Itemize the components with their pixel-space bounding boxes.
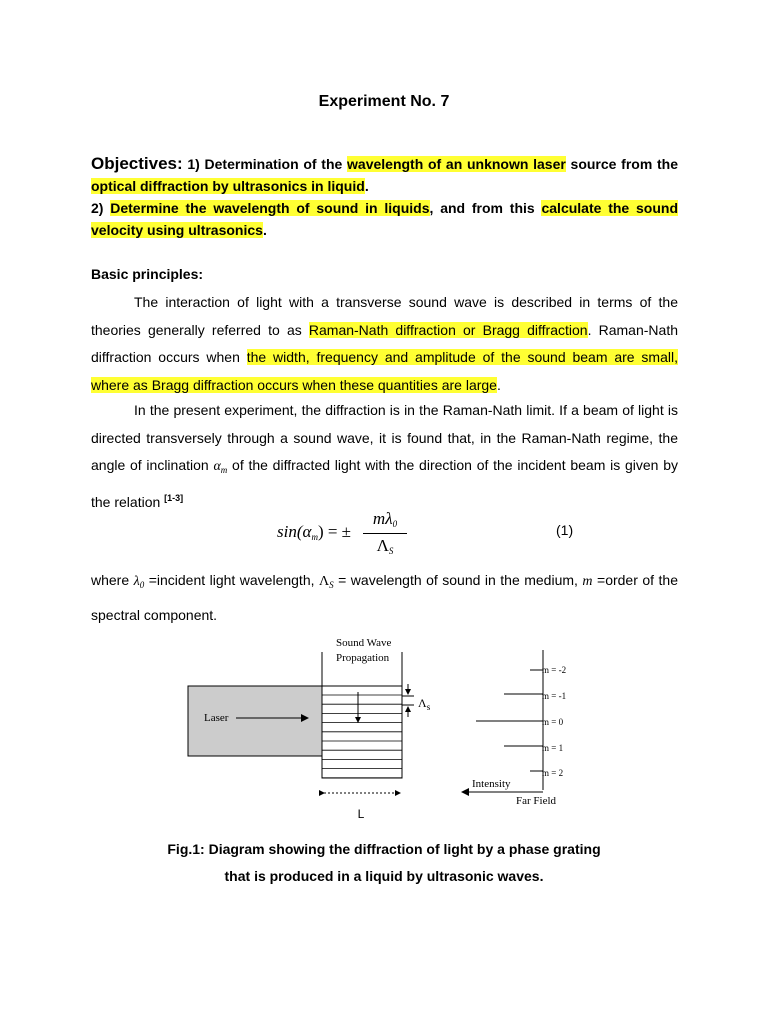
far-field-label: Far Field bbox=[516, 795, 557, 807]
sound-wave-label-1: Sound Wave bbox=[336, 637, 392, 649]
laser-label: Laser bbox=[204, 712, 229, 724]
basic-principles-heading: Basic principles: bbox=[91, 266, 204, 282]
objectives-section bbox=[91, 153, 678, 241]
order-label-m2: m = 2 bbox=[542, 768, 564, 778]
objective-1-text-2: source from the bbox=[565, 156, 678, 172]
alpha-symbol: α bbox=[213, 459, 221, 474]
where-text-1: where bbox=[91, 572, 134, 588]
objective-2-highlight-2: calculate the sound velocity using ultrasonics bbox=[91, 200, 678, 238]
order-label-m-1: m = -1 bbox=[542, 691, 567, 701]
objective-1-highlight-2: optical diffraction by ultrasonics in liquid bbox=[91, 178, 365, 194]
where-text-2: =incident light wavelength, bbox=[144, 572, 319, 588]
big-lambda-symbol: Λ bbox=[318, 574, 330, 589]
intensity-label: Intensity bbox=[472, 778, 511, 790]
objective-2-end: . bbox=[262, 222, 267, 238]
equation-1 bbox=[277, 509, 417, 561]
reference-marker: [1-3] bbox=[164, 492, 184, 503]
where-text-3: = wavelength of sound in the medium, bbox=[333, 572, 583, 588]
sound-wave-label-2: Propagation bbox=[336, 652, 390, 664]
equation-number: (1) bbox=[556, 522, 574, 538]
paragraph-1-highlight-2: the width, frequency and amplitude of the sound beam are small, where as Bragg diffraction occurs when these quantities are large bbox=[91, 349, 678, 393]
order-label-m0: m = 0 bbox=[542, 717, 564, 727]
objective-1-text: 1) Determination of the bbox=[187, 156, 348, 172]
paragraph-2-text-2: of the diffracted light with the direction of the incident beam is given by the relation bbox=[91, 457, 678, 510]
paragraph-3 bbox=[91, 565, 678, 630]
equation-denominator: Λ bbox=[376, 536, 389, 555]
equation-lhs: sin(α bbox=[277, 522, 312, 541]
big-lambda-subscript: S bbox=[329, 580, 334, 590]
objective-2-text-2: , and from this bbox=[429, 200, 542, 216]
objective-2-highlight-1: Determine the wavelength of sound in liquids bbox=[110, 200, 430, 216]
order-label-m-2: m = -2 bbox=[542, 665, 567, 675]
order-label-m1: m = 1 bbox=[542, 743, 564, 753]
objectives-heading: Objectives: bbox=[91, 154, 183, 173]
m-symbol: m bbox=[582, 574, 593, 589]
lambda-s-label: $\Lambda_s$ bbox=[418, 696, 431, 712]
paragraph-1-text: The interaction of light with a transverse sound wave is described in terms of the theories generally referred to as bbox=[91, 294, 678, 338]
lambda-symbol: λ bbox=[133, 574, 140, 589]
paragraph-1-highlight-1: Raman-Nath diffraction or Bragg diffraction bbox=[308, 321, 588, 338]
objective-2-text: 2) bbox=[91, 200, 111, 216]
paragraph-1-text-2: . Raman-Nath diffraction occurs when bbox=[91, 321, 678, 365]
lambda-subscript: 0 bbox=[139, 580, 145, 590]
paragraph-2-text: In the present experiment, the diffraction is in the Raman-Nath limit. If a beam of light is directed transversely through a sound wave, it is found that, in the Raman-Nath regime, the angle of inclination bbox=[91, 402, 678, 473]
paragraph-2 bbox=[91, 397, 678, 516]
objective-1-highlight-1: wavelength of an unknown laser bbox=[347, 156, 566, 172]
objective-1-end: . bbox=[364, 178, 369, 194]
equation-lhs-subscript: m bbox=[311, 532, 318, 542]
fraction-bar bbox=[363, 533, 407, 534]
equation-lhs-close: ) = ± bbox=[317, 522, 352, 541]
figure-caption-line-1: Fig.1: Diagram showing the diffraction of light by a phase grating bbox=[167, 841, 601, 857]
diffraction-diagram bbox=[180, 630, 600, 830]
equation-numerator-subscript: 0 bbox=[392, 519, 398, 529]
equation-numerator: mλ bbox=[372, 509, 393, 528]
figure-caption-line-2: that is produced in a liquid by ultrasonic waves. bbox=[224, 868, 544, 884]
paragraph-1 bbox=[91, 289, 678, 399]
equation-denominator-subscript: S bbox=[388, 546, 394, 556]
paragraph-1-end: . bbox=[496, 376, 501, 393]
page-title: Experiment No. 7 bbox=[318, 93, 450, 110]
length-label: L bbox=[357, 807, 365, 821]
alpha-subscript: m bbox=[220, 465, 228, 475]
where-text-4: =order of the spectral component. bbox=[91, 572, 678, 623]
